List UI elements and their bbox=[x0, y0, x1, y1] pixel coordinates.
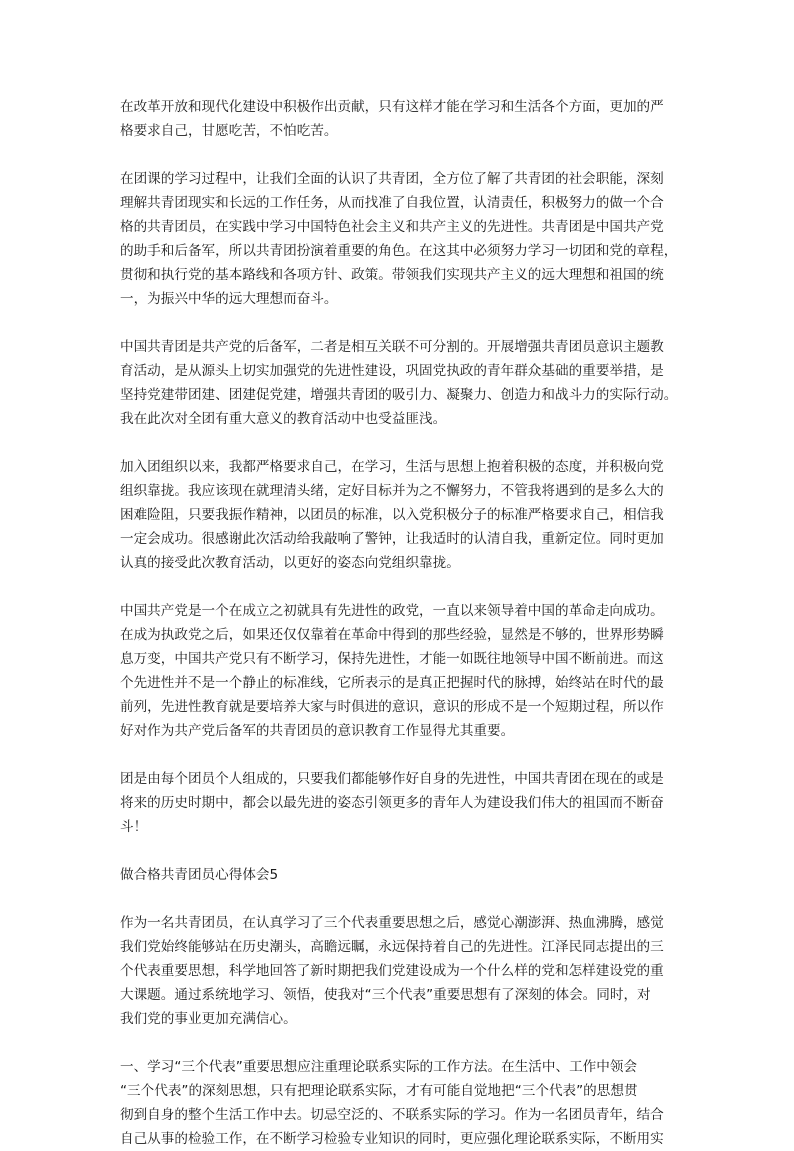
paragraph-3 bbox=[120, 335, 676, 431]
text-line: 我们党的事业更加充满信心。 bbox=[120, 1011, 297, 1027]
text-line: 贯彻和执行党的基本路线和各项方针、政策。带领我们实现共产主义的远大理想和祖国的统 bbox=[120, 267, 664, 283]
text-line: 加入团组织以来，我都严格要求自己，在学习，生活与思想上抱着积极的态度，并积极向党 bbox=[120, 459, 664, 475]
text-line: 作为一名共青团员，在认真学习了三个代表重要思想之后，感觉心潮澎湃、热血沸腾，感觉 bbox=[120, 915, 664, 931]
text-line: 好对作为共产党后备军的共青团员的意识教育工作显得尤其重要。 bbox=[120, 723, 515, 739]
paragraph-4 bbox=[120, 455, 676, 575]
text-line: 在成为执政党之后，如果还仅仅靠着在革命中得到的那些经验，显然是不够的，世界形势瞬 bbox=[120, 627, 664, 643]
text-line: 理解共青团现实和长远的工作任务，从而找准了自我位置，认清责任，积极努力的做一个合 bbox=[120, 195, 664, 211]
text-line: 一，为振兴中华的远大理想而奋斗。 bbox=[120, 291, 338, 307]
text-line: 格的共青团员，在实践中学习中国特色社会主义和共产主义的先进性。共青团是中国共产党 bbox=[120, 219, 664, 235]
text-line: 自己从事的检验工作，在不断学习检验专业知识的同时，更应强化理论联系实际，不断用实 bbox=[120, 1131, 664, 1147]
paragraph-6 bbox=[120, 767, 676, 839]
text-line: 格要求自己，甘愿吃苦，不怕吃苦。 bbox=[120, 123, 338, 139]
text-line: 认真的接受此次教育活动，以更好的姿态向党组织靠拢。 bbox=[120, 555, 460, 571]
paragraph-8 bbox=[120, 1055, 676, 1151]
text-line: 前列，先进性教育就是要培养大家与时俱进的意识，意识的形成不是一个短期过程，所以作 bbox=[120, 699, 664, 715]
text-line: 个代表重要思想，科学地回答了新时期把我们党建设成为一个什么样的党和怎样建设党的重 bbox=[120, 963, 664, 979]
document-content bbox=[120, 95, 676, 1151]
paragraph-1 bbox=[120, 95, 676, 143]
text-line: 彻到自身的整个生活工作中去。切忌空泛的、不联系实际的学习。作为一名团员青年，结合 bbox=[120, 1107, 664, 1123]
text-line: 一定会成功。很感谢此次活动给我敲响了警钟，让我适时的认清自我，重新定位。同时更加 bbox=[120, 531, 664, 547]
text-line: 坚持党建带团建、团建促党建，增强共青团的吸引力、凝聚力、创造力和战斗力的实际行动。 bbox=[120, 387, 678, 403]
text-line: 团是由每个团员个人组成的，只要我们都能够作好自身的先进性，中国共青团在现在的或是 bbox=[120, 771, 664, 787]
text-line: 育活动，是从源头上切实加强党的先进性建设，巩固党执政的青年群众基础的重要举措，是 bbox=[120, 363, 664, 379]
text-line: 一、学习“三个代表”重要思想应注重理论联系实际的工作方法。在生活中、工作中领会 bbox=[120, 1059, 638, 1075]
paragraph-2 bbox=[120, 167, 676, 311]
text-line: 大课题。通过系统地学习、领悟，使我对“三个代表”重要思想有了深刻的体会。同时，对 bbox=[120, 987, 651, 1003]
section-heading: 做合格共青团员心得体会5 bbox=[120, 867, 279, 883]
text-line: 中国共青团是共产党的后备军，二者是相互关联不可分割的。开展增强共青团员意识主题教 bbox=[120, 339, 664, 355]
text-line: 的助手和后备军，所以共青团扮演着重要的角色。在这其中必须努力学习一切团和党的章程， bbox=[120, 243, 678, 259]
text-line: 组织靠拢。我应该现在就理清头绪，定好目标并为之不懈努力，不管我将遇到的是多么大的 bbox=[120, 483, 664, 499]
text-line: 斗！ bbox=[120, 819, 148, 835]
text-line: 中国共产党是一个在成立之初就具有先进性的政党，一直以来领导着中国的革命走向成功。 bbox=[120, 603, 664, 619]
paragraph-7 bbox=[120, 911, 676, 1031]
text-line: 息万变，中国共产党只有不断学习，保持先进性，才能一如既往地领导中国不断前进。而这 bbox=[120, 651, 664, 667]
text-line: “三个代表”的深刻思想，只有把理论联系实际，才有可能自觉地把“三个代表”的思想贯 bbox=[120, 1083, 638, 1099]
text-line: 个先进性并不是一个静止的标准线，它所表示的是真正把握时代的脉搏，始终站在时代的最 bbox=[120, 675, 664, 691]
text-line: 我在此次对全团有重大意义的教育活动中也受益匪浅。 bbox=[120, 411, 447, 427]
text-line: 将来的历史时期中，都会以最先进的姿态引领更多的青年人为建设我们伟大的祖国而不断奋 bbox=[120, 795, 664, 811]
text-line: 困难险阻，只要我振作精神，以团员的标准，以入党积极分子的标准严格要求自己，相信我 bbox=[120, 507, 664, 523]
text-line: 在改革开放和现代化建设中积极作出贡献，只有这样才能在学习和生活各个方面，更加的严 bbox=[120, 99, 664, 115]
text-line: 在团课的学习过程中，让我们全面的认识了共青团，全方位了解了共青团的社会职能，深刻 bbox=[120, 171, 664, 187]
text-line: 我们党始终能够站在历史潮头，高瞻远瞩，永远保持着自己的先进性。江泽民同志提出的三 bbox=[120, 939, 664, 955]
paragraph-5 bbox=[120, 599, 676, 743]
